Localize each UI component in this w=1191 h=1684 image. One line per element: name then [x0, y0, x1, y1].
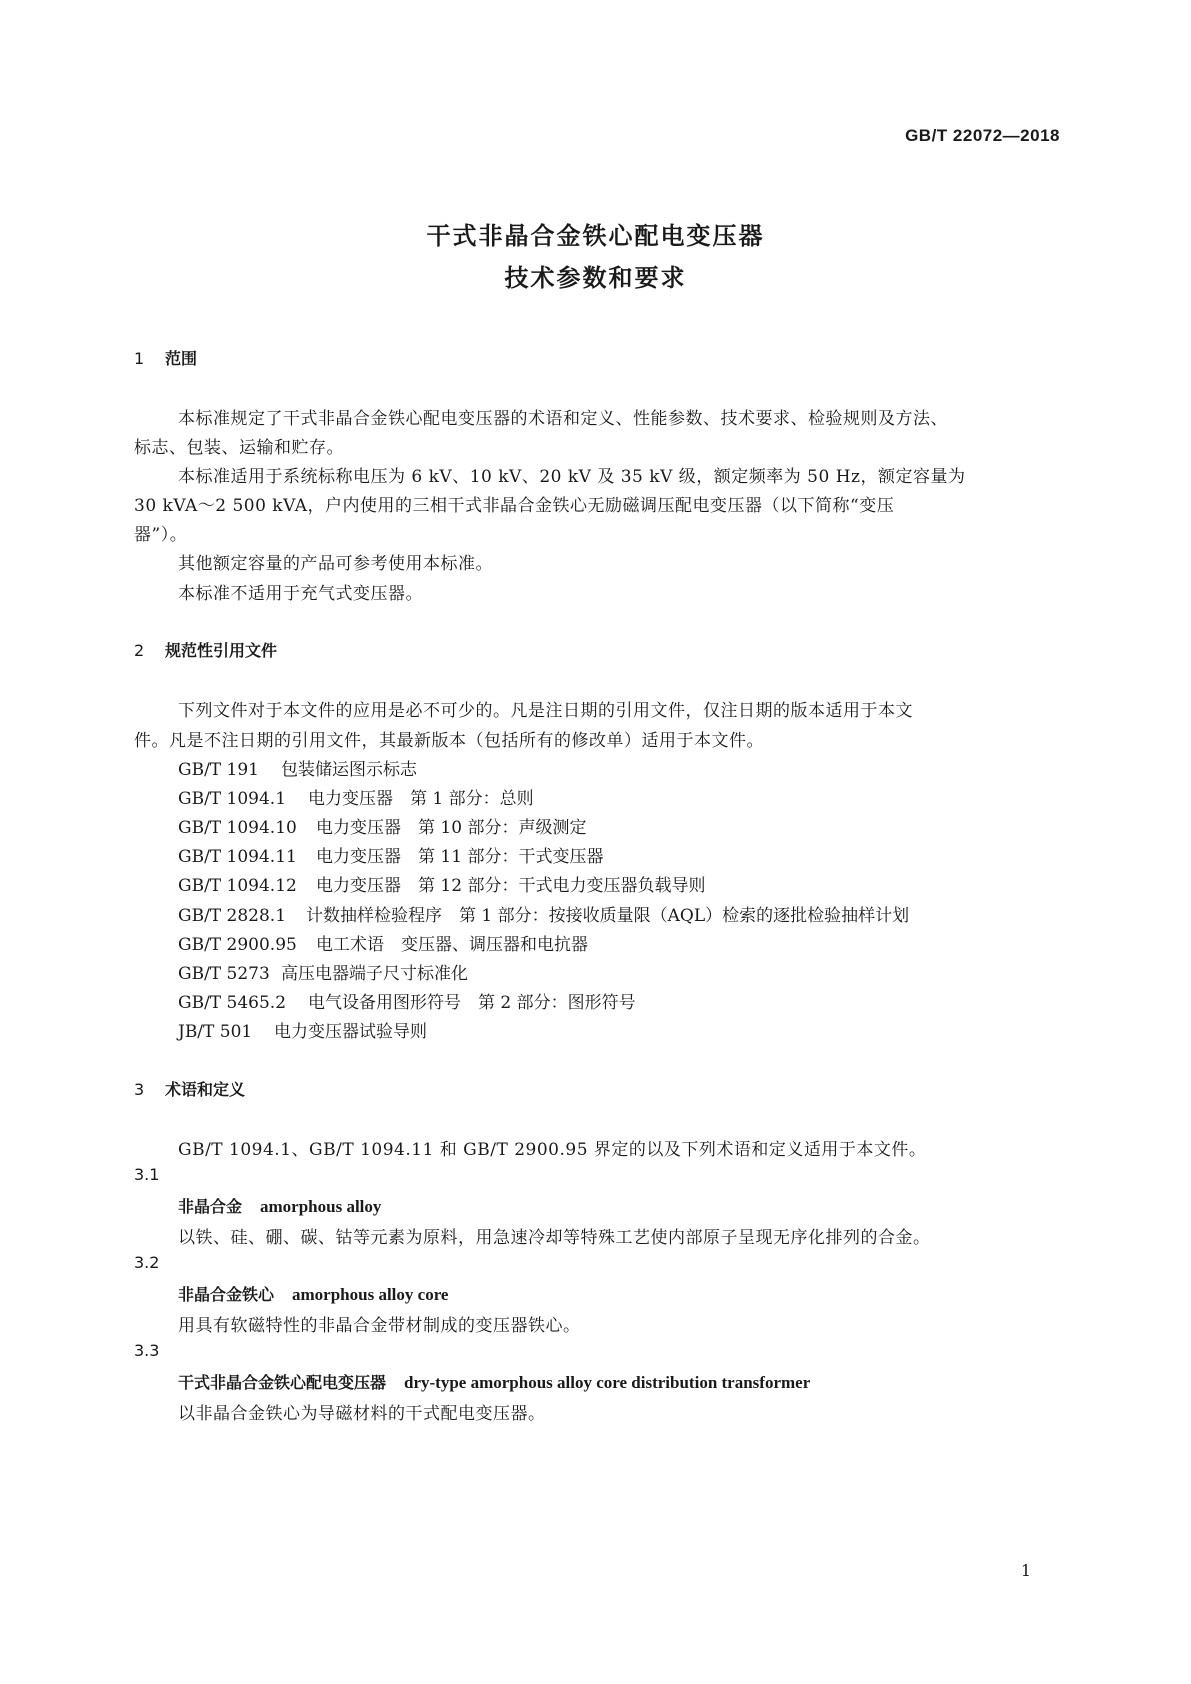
reference-code: GB/T 1094.11 [178, 847, 297, 867]
paragraph: GB/T 1094.1、GB/T 1094.11 和 GB/T 2900.95 界定的以及下列术语和定义适用于本文件。 [178, 1140, 927, 1160]
term-chinese: 干式非晶合金铁心配电变压器 [178, 1373, 387, 1392]
reference-item [178, 901, 909, 926]
term-english: dry-type amorphous alloy core distribution transformer [404, 1373, 811, 1392]
reference-code: GB/T 1094.12 [178, 876, 297, 896]
reference-item [178, 842, 603, 867]
term-chinese: 非晶合金 [178, 1197, 243, 1216]
reference-title: 电工术语 变压器、调压器和电抗器 [316, 935, 588, 955]
reference-code: GB/T 191 [178, 760, 259, 780]
paragraph: 其他额定容量的产品可参考使用本标准。 [178, 554, 493, 574]
term-definition: 用具有软磁特性的非晶合金带材制成的变压器铁心。 [178, 1316, 581, 1336]
reference-code: GB/T 2900.95 [178, 935, 297, 955]
reference-code: GB/T 5273 [178, 964, 270, 984]
reference-code: GB/T 1094.10 [178, 818, 297, 838]
reference-item [178, 871, 705, 896]
reference-item [178, 988, 636, 1013]
reference-title: 电力变压器 第 12 部分：干式电力变压器负载导则 [316, 876, 706, 896]
paragraph: 下列文件对于本文件的应用是必不可少的。凡是注日期的引用文件，仅注日期的版本适用于本文 [178, 701, 913, 721]
term-heading [178, 1370, 810, 1393]
term-definition: 以铁、硅、硼、碳、钴等元素为原料，用急速冷却等特殊工艺使内部原子呈现无序化排列的合金。 [178, 1228, 931, 1248]
paragraph: 本标准不适用于充气式变压器。 [178, 584, 423, 604]
term-definition: 以非晶合金铁心为导磁材料的干式配电变压器。 [178, 1404, 546, 1424]
reference-title: 电力变压器 第 10 部分：声级测定 [316, 818, 587, 838]
paragraph: 本标准适用于系统标称电压为 6 kV、10 kV、20 kV 及 35 kV 级，额定频率为 50 Hz，额定容量为 [178, 467, 966, 487]
reference-code: GB/T 5465.2 [178, 993, 287, 1013]
reference-code: GB/T 2828.1 [178, 906, 287, 926]
section-number: 3 [134, 1080, 145, 1099]
reference-item [178, 1017, 427, 1042]
reference-code: GB/T 1094.1 [178, 789, 287, 809]
paragraph: 本标准规定了干式非晶合金铁心配电变压器的术语和定义、性能参数、技术要求、检验规则及方法、 [178, 409, 948, 429]
reference-title: 高压电器端子尺寸标准化 [281, 964, 468, 984]
term-english: amorphous alloy [260, 1197, 382, 1216]
paragraph: 标志、包装、运输和贮存。 [134, 438, 344, 458]
term-heading [178, 1282, 448, 1305]
reference-code: JB/T 501 [178, 1022, 253, 1042]
section-number: 2 [134, 641, 145, 660]
document-title-line-2: 技术参数和要求 [504, 264, 687, 292]
section-2-heading [134, 638, 277, 661]
section-1-heading [134, 346, 197, 369]
term-number: 3.1 [134, 1165, 160, 1184]
reference-title: 电力变压器试验导则 [274, 1022, 427, 1042]
reference-item [178, 930, 588, 955]
reference-item [178, 813, 586, 838]
reference-title: 电气设备用图形符号 第 2 部分：图形符号 [308, 993, 636, 1013]
paragraph: 30 kVA～2 500 kVA，户内使用的三相干式非晶合金铁心无励磁调压配电变压器（以下简称“变压 [134, 496, 895, 516]
reference-title: 电力变压器 第 1 部分：总则 [308, 789, 534, 809]
page-number: 1 [1020, 1561, 1031, 1580]
term-number: 3.2 [134, 1253, 160, 1272]
section-title: 规范性引用文件 [165, 641, 278, 660]
paragraph: 件。凡是不注日期的引用文件，其最新版本（包括所有的修改单）适用于本文件。 [134, 731, 764, 751]
section-title: 术语和定义 [165, 1080, 246, 1099]
paragraph: 器”）。 [134, 525, 188, 545]
term-english: amorphous alloy core [292, 1285, 449, 1304]
term-heading [178, 1194, 381, 1217]
reference-item [178, 784, 534, 809]
document-title-line-1: 干式非晶合金铁心配电变压器 [426, 222, 765, 250]
term-chinese: 非晶合金铁心 [178, 1285, 275, 1304]
term-number: 3.3 [134, 1341, 160, 1360]
reference-title: 包装储运图示标志 [281, 760, 417, 780]
section-3-heading [134, 1077, 245, 1100]
section-title: 范围 [165, 349, 198, 368]
standard-code: GB/T 22072—2018 [905, 126, 1060, 145]
section-number: 1 [134, 349, 145, 368]
reference-item [178, 959, 468, 984]
reference-title: 电力变压器 第 11 部分：干式变压器 [316, 847, 604, 867]
reference-item [178, 755, 417, 780]
reference-title: 计数抽样检验程序 第 1 部分：按接收质量限（AQL）检索的逐批检验抽样计划 [306, 906, 910, 926]
